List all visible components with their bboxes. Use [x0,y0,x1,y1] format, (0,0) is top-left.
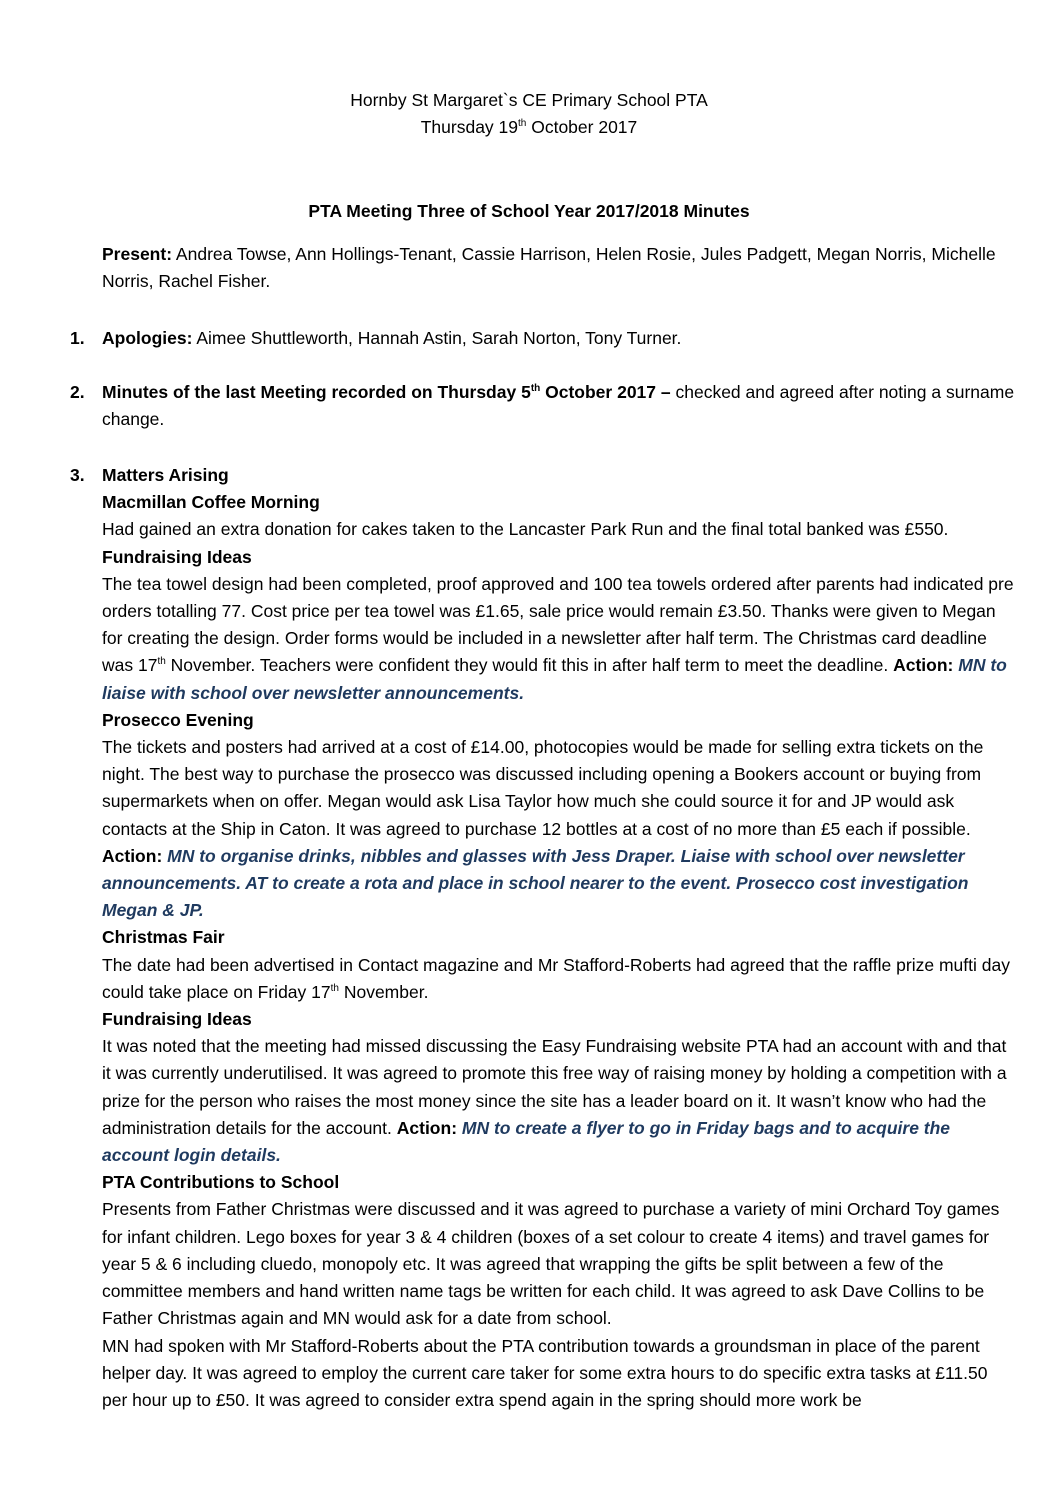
item-number-1: 1. [70,328,85,348]
prosecco-text: The tickets and posters had arrived at a cost of £14.00, photocopies would be made for selling extra tickets on the night. The best way to purchase the prosecco was discussed including opening a Bookers account or buying from supermarkets when on offer. Megan would ask Lisa Taylor how much she could source it for and JP would ask contacts at the Ship in Caton. It was agreed to purchase 12 bottles at a cost of no more than £5 each if possible. [102,737,984,839]
apologies-paragraph: Apologies: Aimee Shuttleworth, Hannah Astin, Sarah Norton, Tony Turner. [102,328,682,348]
christmas-fair-heading: Christmas Fair [102,927,225,948]
macmillan-text: Had gained an extra donation for cakes taken to the Lancaster Park Run and the final total banked was £550. [102,519,949,540]
action-text: MN to organise drinks, nibbles and glasses with Jess Draper. Liaise with school over newsletter announcements. AT to create a rota and place in school nearer to the event. Prosecco cost investigation Megan & JP. [102,845,969,921]
prosecco-heading: Prosecco Evening [102,709,254,730]
minutes-paragraph: Minutes of the last Meeting recorded on Thursday 5th October 2017 – checked and agreed after noting a surname change. [102,382,1015,430]
matters-arising-heading: Matters Arising [102,465,229,485]
contributions-text-1: Presents from Father Christmas were discussed and it was agreed to purchase a variety of mini Orchard Toy games for infant children. Lego boxes for year 3 & 4 children (boxes of a set colour to create 4 items) and travel games for year 5 & 6 including cluedo, monopoly etc. It was agreed that wrapping the gifts be split between a few of the committee members and hand written name tags be written for each child. It was agreed to ask Dave Collins to be Father Christmas again and MN would ask for a date from school. [102,1199,1000,1329]
fundraising-heading-1: Fundraising Ideas [102,546,252,567]
action-label: Action: [102,845,163,866]
item-number-2: 2. [70,382,85,402]
minutes-label: Minutes of the last Meeting recorded on Thursday 5th October 2017 – [102,382,671,402]
present-names: Andrea Towse, Ann Hollings-Tenant, Cassie Harrison, Helen Rosie, Jules Padgett, Megan Norris, Michelle Norris, Rachel Fisher. [102,244,996,292]
document-title: PTA Meeting Three of School Year 2017/2018 Minutes [308,201,750,221]
present-label: Present: [102,244,173,264]
fundraising-heading-2: Fundraising Ideas [102,1009,252,1030]
contributions-heading: PTA Contributions to School [102,1172,340,1193]
present-paragraph [102,241,1017,295]
action-label: Action: [893,655,954,676]
christmas-fair-text: The date had been advertised in Contact magazine and Mr Stafford-Roberts had agreed that the raffle prize mufti day could take place on Friday 17th November. [102,954,1010,1002]
fundraising-text-2: It was noted that the meeting had missed discussing the Easy Fundraising website PTA had an account with and that it was currently underutilised. It was agreed to promote this free way of raising money by holding a competition with a prize for the person who raises the most money since the site has a leader board on it. It wasn’t know who had the administration details for the account. Action: MN to create a flyer to go in Friday bags and to acquire the account login details. [102,1036,1007,1166]
apologies-label: Apologies: [102,328,193,348]
action-text: MN to create a flyer to go in Friday bags and to acquire the account login details. [102,1117,951,1166]
action-label: Action: [396,1117,458,1138]
school-name: Hornby St Margaret`s CE Primary School PTA [350,90,708,110]
contributions-text-2: MN had spoken with Mr Stafford-Roberts about the PTA contribution towards a groundsman in place of the parent helper day. It was agreed to employ the current care taker for some extra hours to do specific extra tasks at £11.50 per hour up to £50. It was agreed to consider extra spend again in the spring should more work be [102,1335,988,1410]
action-text: MN to liaise with school over newsletter announcements. [102,655,1007,703]
matters-arising-section [102,462,1017,1414]
macmillan-heading: Macmillan Coffee Morning [102,492,320,513]
item-number-3: 3. [70,465,85,485]
prosecco-action [102,843,1017,925]
fundraising-text-1: The tea towel design had been completed, proof approved and 100 tea towels ordered after parents had indicated pre orders totalling 77. Cost price per tea towel was £1.65, sale price would remain £3.50. Thanks were given to Megan for creating the design. Order forms would be included in a newsletter after half term. The Christmas card deadline was 17th November. Teachers were confident they would fit this in after half term to meet the deadline. Action: MN to liaise with school over newsletter announcements. [102,573,1014,703]
meeting-date: Thursday 19th October 2017 [420,117,638,137]
